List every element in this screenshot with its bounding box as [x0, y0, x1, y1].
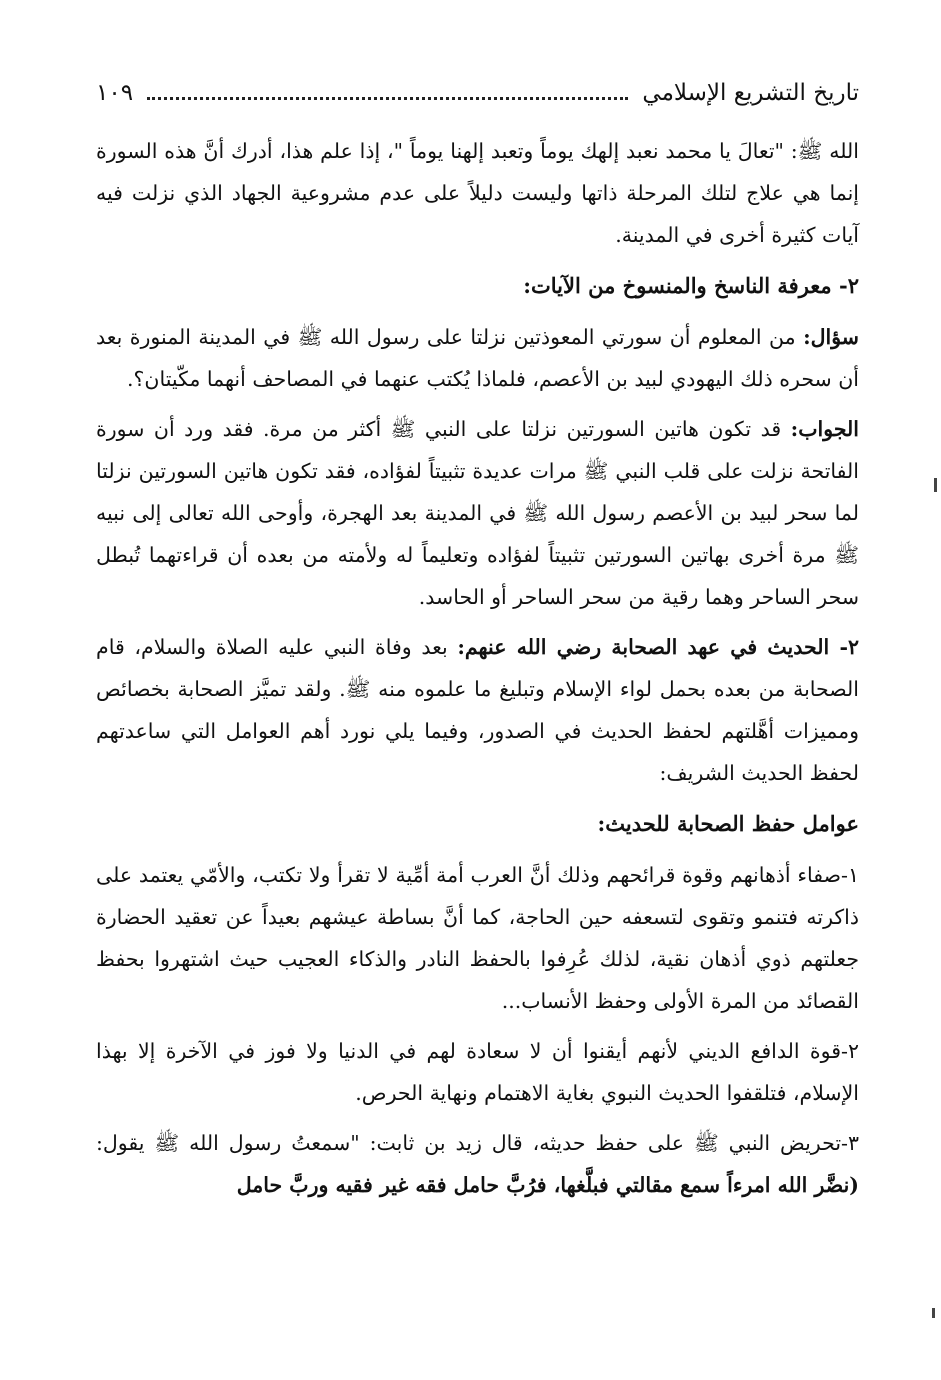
page-header	[96, 68, 859, 118]
page-number: ١٠٩	[96, 80, 134, 106]
margin-mark	[934, 478, 937, 492]
paragraph-intro: الله ﷺ: "تعالَ يا محمد نعبد إلهك يوماً وتعبد إلهنا يوماً "، إذا علم هذا، أدرك أنَّ هذه السورة إنما هي علاج لتلك المرحلة ذاتها وليست دليلاً على عدم مشروعية الجهاد الذي نزلت فيه آيات كثيرة أخرى في المدينة.	[96, 139, 859, 247]
paragraph-question: سؤال: من المعلوم أن سورتي المعوذتين نزلتا على رسول الله ﷺ في المدينة المنورة بعد أن سحره ذلك اليهودي لبيد بن الأعصم، فلماذا يُكتب عنهما في المصاحف أنهما مكّيتان؟.	[96, 325, 859, 391]
section-heading-sahaba: ٢- الحديث في عهد الصحابة رضي الله عنهم:	[457, 635, 859, 659]
list-item-2: ٢-قوة الدافع الديني لأنهم أيقنوا أن لا سعادة لهم في الدنيا ولا فوز في الآخرة إلا بهذا الإسلام، فتلقفوا الحديث النبوي بغاية الاهتمام ونهاية الحرص.	[96, 1039, 859, 1105]
answer-label: الجواب:	[790, 417, 859, 441]
paragraph-answer: الجواب: قد تكون هاتين السورتين نزلتا على النبي ﷺ أكثر من مرة. فقد ورد أن سورة الفاتحة نزلت على قلب النبي ﷺ مرات عديدة تثبيتاً لفؤاده، فقد تكون هاتين السورتين نزلتا لما سحر لبيد بن الأعصم رسول الله ﷺ في المدينة بعد الهجرة، وأوحى الله تعالى إلى نبيه ﷺ مرة أخرى بهاتين السورتين تثبيتاً لفؤاده وتعليماً له ولأمته من بعده أن قراءتهما تُبطل سحر الساحر وهما رقية من سحر الساحر أو الحاسد.	[96, 417, 859, 609]
question-label: سؤال:	[803, 325, 859, 349]
section-heading-factors: عوامل حفظ الصحابة للحديث:	[597, 811, 859, 836]
section-heading-naskh: ٢- معرفة الناسخ والمنسوخ من الآيات:	[523, 273, 859, 298]
paragraph-hadith-sahaba: ٢- الحديث في عهد الصحابة رضي الله عنهم: بعد وفاة النبي عليه الصلاة والسلام، قام الصحابة من بعده بحمل لواء الإسلام وتبليغ ما علموه منه ﷺ. ولقد تميَّز الصحابة بخصائص ومميزات أهَّلتهم لحفظ الحديث في الصدور، وفيما يلي نورد أهم العوامل التي ساعدتهم لحفظ الحديث الشريف:	[96, 635, 859, 785]
running-title: تاريخ التشريع الإسلامي	[642, 80, 859, 106]
list-item-3: ٣-تحريض النبي ﷺ على حفظ حديثه، قال زيد بن ثابت: "سمعتُ رسول الله ﷺ يقول: (نضَّر الله امرءاً سمع مقالتي فبلَّغها، فرُبَّ حامل فقه غير فقيه وربَّ حامل	[96, 1131, 859, 1197]
leader-dots	[147, 97, 628, 100]
page-body	[96, 130, 859, 1206]
margin-mark	[932, 1308, 935, 1318]
list-item-1: ١-صفاء أذهانهم وقوة قرائحهم وذلك أنَّ العرب أمة أمِّية لا تقرأ ولا تكتب، والأمّي يعتمد على ذاكرته فتنمو وتقوى لتسعفه حين الحاجة، كما أنَّ بساطة عيشهم بعيداً عن تعقيد الحضارة جعلتهم ذوي أذهان نقية، لذلك عُرِفوا بالحفظ النادر والذكاء العجيب حيث اشتهروا بحفظ القصائد من المرة الأولى وحفظ الأنساب...	[96, 863, 859, 1013]
hadith-quote: (نضَّر الله امرءاً سمع مقالتي فبلَّغها، فرُبَّ حامل فقه غير فقيه وربَّ حامل	[236, 1173, 859, 1197]
